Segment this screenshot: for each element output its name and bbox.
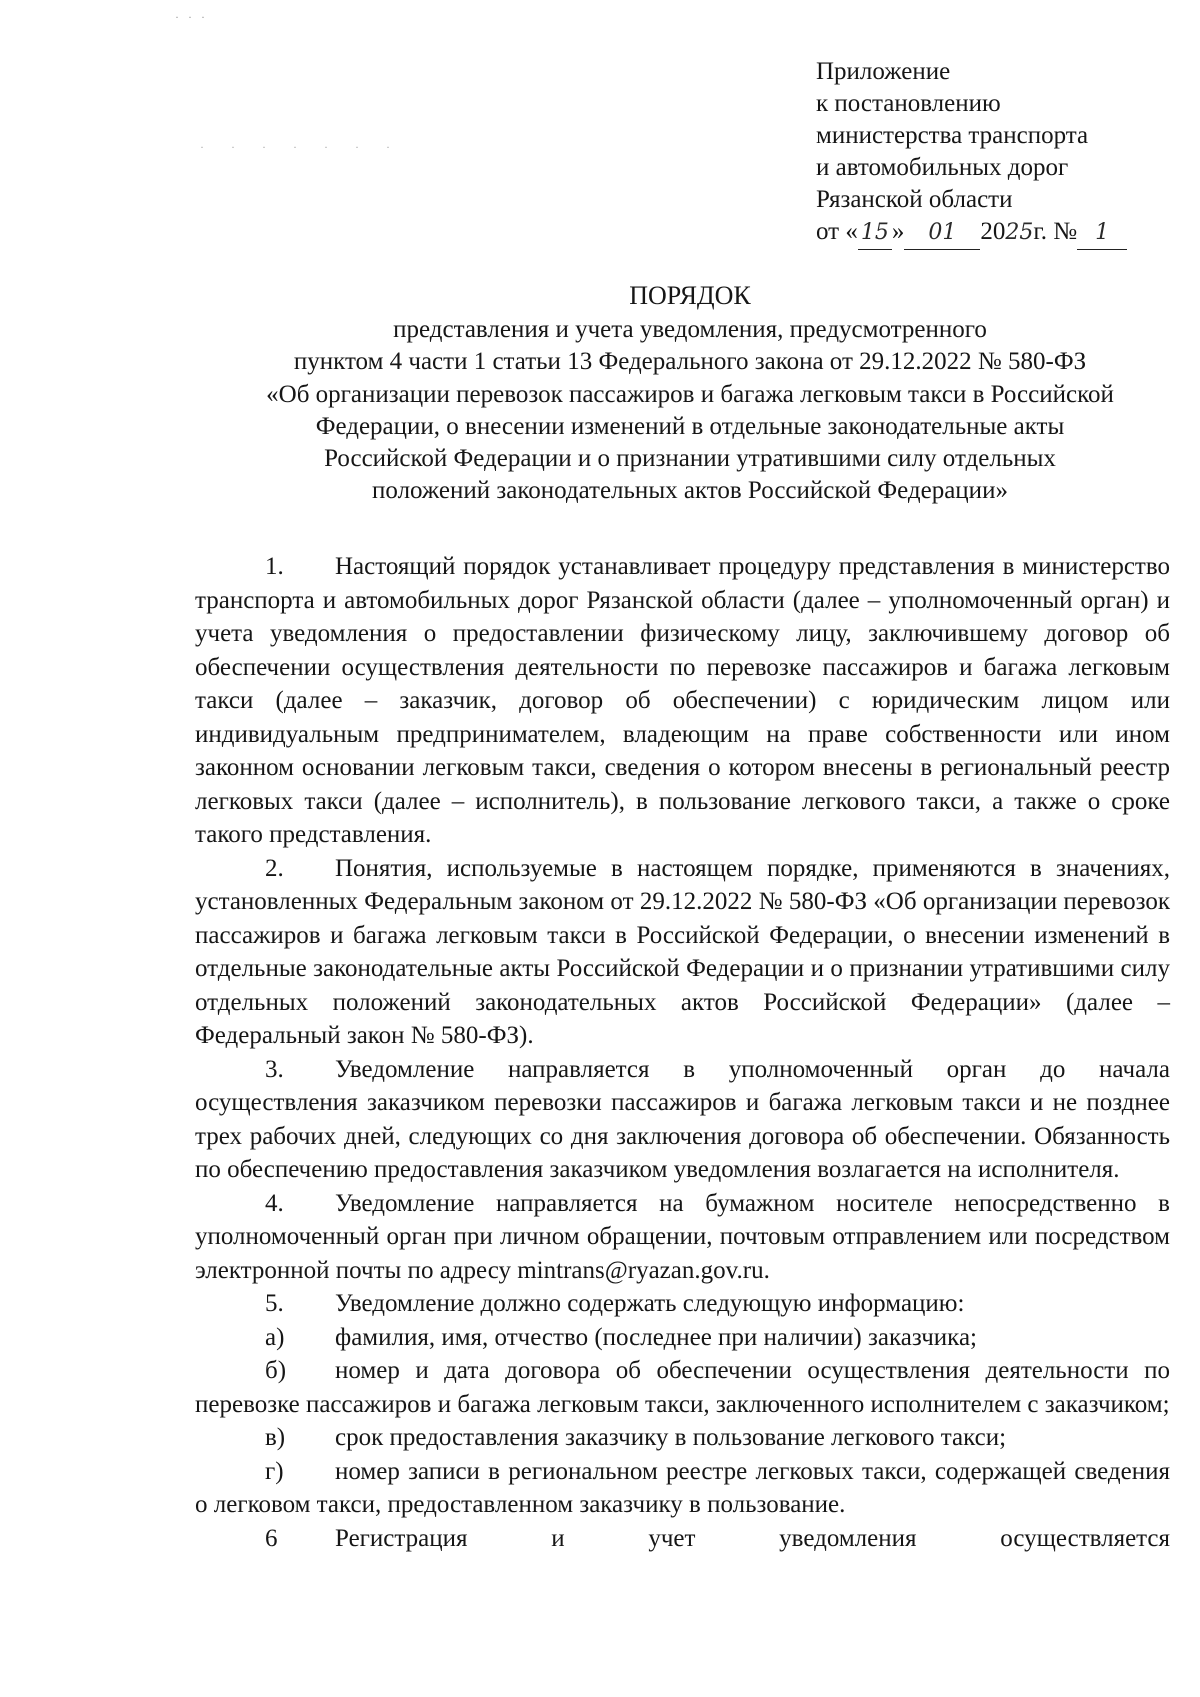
paragraph-number: в) — [265, 1424, 286, 1451]
appendix-line: Рязанской области — [816, 186, 1013, 213]
paragraph-3 — [195, 1053, 1170, 1187]
scan-specks: · · · · · · · — [200, 140, 402, 154]
document-body — [195, 550, 1170, 1555]
date-year-suffix: 25 — [1005, 220, 1034, 245]
paragraph-number: 5. — [265, 1290, 284, 1317]
date-month: 01 — [904, 217, 980, 250]
subtitle-line: «Об организации перевозок пассажиров и багажа легковым такси в Российской — [266, 380, 1114, 408]
paragraph-number: 1. — [265, 553, 284, 580]
date-day: 15 — [858, 217, 892, 250]
date-mid: » — [891, 218, 905, 245]
appendix-line: к постановлению — [816, 90, 1001, 117]
paragraph-number: б) — [265, 1357, 287, 1384]
subitem-a — [195, 1321, 1170, 1355]
paragraph-number: а) — [265, 1323, 285, 1351]
subtitle-line: пунктом 4 части 1 статьи 13 Федерального закона от 29.12.2022 № 580-ФЗ — [293, 348, 1087, 376]
paragraph-text: Уведомление направляется на бумажном носителе непосредственно в уполномоченный орган при личном обращении, почтовым отправлением или посредством электронной почты по адресу mintrans@ryazan.gov.ru. — [195, 1189, 1170, 1284]
appendix-line: и автомобильных дорог — [816, 154, 1069, 181]
paragraph-number: 2. — [265, 854, 284, 882]
number-label: г. № — [1033, 218, 1078, 245]
subtitle-line: представления и учета уведомления, предусмотренного — [393, 316, 987, 343]
paragraph-number: 6 — [265, 1524, 278, 1552]
paragraph-6 — [195, 1522, 1170, 1556]
paragraph-text: номер записи в региональном реестре легковых такси, содержащей сведения о легковом такси, предоставленном заказчику в пользование. — [195, 1457, 1170, 1518]
paragraph-2 — [195, 852, 1170, 1053]
paragraph-text: фамилия, имя, отчество (последнее при наличии) заказчика; — [335, 1323, 977, 1351]
paragraph-text: Регистрация и учет уведомления осуществляется — [335, 1524, 1170, 1552]
paragraph-text: номер и дата договора об обеспечении осуществления деятельности по перевозке пассажиров и багажа легковым такси, заключенного исполнителем с заказчиком; — [195, 1357, 1170, 1418]
paragraph-text: Настоящий порядок устанавливает процедуру представления в министерство транспорта и автомобильных дорог Рязанской области (далее – уполномоченный орган) и учета уведомления о предоставлении физическому лицу, заключившему договор об обеспечении осуществления деятельности по перевозке пассажиров и багажа легковым такси (далее – заказчик, договор об обеспечении) с юридическим лицом или индивидуальным предпринимателем, владеющим на праве собственности или ином законном основании легковым такси, сведения о котором внесены в региональный реестр легковых такси (далее – исполнитель), в пользование легкового такси, а также о сроке такого представления. — [195, 553, 1170, 848]
appendix-line: министерства транспорта — [816, 122, 1089, 149]
paragraph-1 — [195, 550, 1170, 852]
subitem-g — [195, 1455, 1170, 1522]
appendix-block — [816, 56, 1156, 250]
paragraph-text: Уведомление должно содержать следующую информацию: — [335, 1290, 965, 1317]
appendix-line: Приложение — [816, 58, 951, 85]
scan-specks: · · · — [175, 10, 208, 24]
paragraph-4 — [195, 1187, 1170, 1288]
appendix-date-line — [816, 216, 1156, 250]
paragraph-number: г) — [265, 1457, 284, 1485]
paragraph-text: срок предоставления заказчику в пользование легкового такси; — [335, 1424, 1007, 1451]
subtitle-line: Российской Федерации и о признании утратившими силу отдельных — [324, 445, 1056, 473]
subtitle-line: положений законодательных актов Российской Федерации» — [372, 477, 1008, 505]
date-year-prefix: 20 — [980, 218, 1006, 245]
paragraph-number: 4. — [265, 1189, 284, 1217]
paragraph-text: Уведомление направляется в уполномоченный орган до начала осуществления заказчиком перевозки пассажиров и багажа легковым такси и не позднее трех рабочих дней, следующих со дня заключения договора об обеспечении. Обязанность по обеспечению предоставления заказчиком уведомления возлагается на исполнителя. — [195, 1055, 1170, 1183]
date-prefix: от « — [816, 218, 858, 245]
subitem-v — [195, 1421, 1170, 1455]
paragraph-text: Понятия, используемые в настоящем порядке, применяются в значениях, установленных Федеральным законом от 29.12.2022 № 580-ФЗ «Об организации перевозок пассажиров и багажа легковым такси в Российской Федерации, о внесении изменений в отдельные законодательные акты Российской Федерации и о признании утратившими силу отдельных положений законодательных актов Российской Федерации» (далее – Федеральный закон № 580-ФЗ). — [195, 854, 1170, 1049]
document-title: ПОРЯДОК — [629, 281, 751, 310]
document-subtitle — [190, 314, 1190, 508]
subitem-b — [195, 1354, 1170, 1421]
paragraph-number: 3. — [265, 1055, 284, 1083]
document-number: 1 — [1077, 217, 1127, 250]
paragraph-5 — [195, 1287, 1170, 1321]
subtitle-line: Федерации, о внесении изменений в отдельные законодательные акты — [315, 412, 1065, 440]
